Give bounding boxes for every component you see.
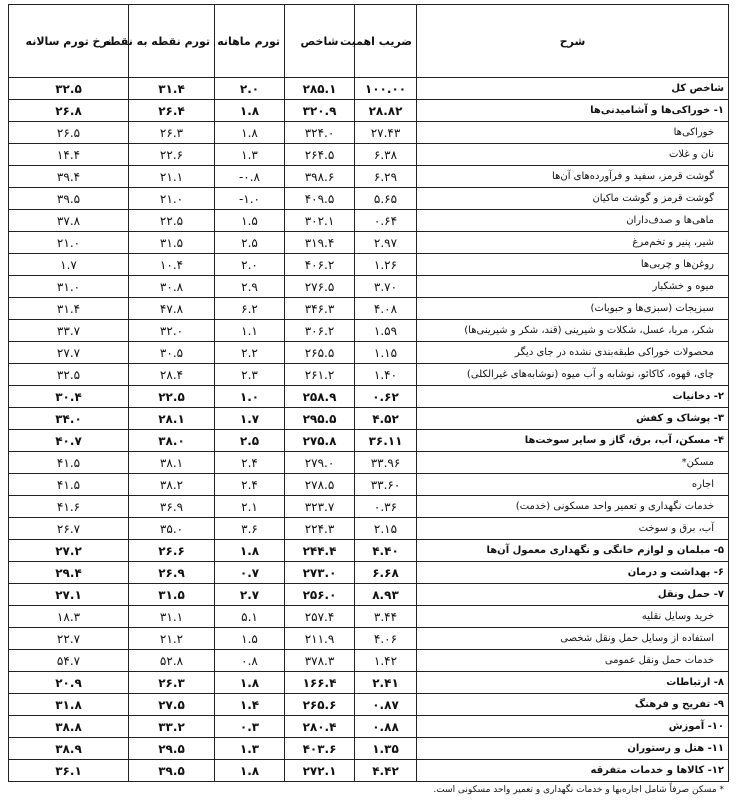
row-weight: ۵.۶۵ — [355, 188, 417, 210]
row-annual-inflation: ۲۱.۰ — [9, 232, 129, 254]
row-index: ۲۷۵.۸ — [285, 430, 355, 452]
row-description: خرید وسایل نقلیه — [417, 606, 729, 628]
row-weight: ۳.۴۴ — [355, 606, 417, 628]
row-annual-inflation: ۲۲.۷ — [9, 628, 129, 650]
row-point-inflation: ۳۵.۰ — [129, 518, 215, 540]
row-point-inflation: ۳۸.۱ — [129, 452, 215, 474]
row-description: مسکن* — [417, 452, 729, 474]
row-weight: ۱.۴۰ — [355, 364, 417, 386]
row-weight: ۳۶.۱۱ — [355, 430, 417, 452]
footnote: * مسکن صرفاً شامل اجاره‌بها و خدمات نگهداری و تعمیر واحد مسکونی است. — [433, 785, 724, 795]
table-row — [9, 210, 729, 232]
row-weight: ۲.۱۵ — [355, 518, 417, 540]
row-annual-inflation: ۳۰.۴ — [9, 386, 129, 408]
row-annual-inflation: ۳۷.۸ — [9, 210, 129, 232]
row-description: ۲- دخانیات — [417, 386, 729, 408]
row-weight: ۱.۱۵ — [355, 342, 417, 364]
row-weight: ۰.۳۶ — [355, 496, 417, 518]
row-index: ۲۹۵.۵ — [285, 408, 355, 430]
row-monthly-inflation: ۱.۵ — [215, 628, 285, 650]
row-weight: ۰.۸۷ — [355, 694, 417, 716]
table-row — [9, 760, 729, 782]
row-monthly-inflation: ۲.۵ — [215, 232, 285, 254]
row-monthly-inflation: ۲.۰ — [215, 254, 285, 276]
row-point-inflation: ۴۷.۸ — [129, 298, 215, 320]
row-annual-inflation: ۴۱.۵ — [9, 452, 129, 474]
table-row — [9, 474, 729, 496]
row-description: روغن‌ها و چربی‌ها — [417, 254, 729, 276]
table-row — [9, 518, 729, 540]
row-point-inflation: ۳۸.۰ — [129, 430, 215, 452]
row-monthly-inflation: ۱.۸ — [215, 672, 285, 694]
row-index: ۱۶۶.۴ — [285, 672, 355, 694]
row-monthly-inflation: ۲.۰ — [215, 78, 285, 100]
row-weight: ۱.۳۵ — [355, 738, 417, 760]
row-point-inflation: ۲۶.۳ — [129, 672, 215, 694]
row-index: ۴۰۶.۲ — [285, 254, 355, 276]
row-point-inflation: ۳۱.۵ — [129, 584, 215, 606]
row-point-inflation: ۱۰.۴ — [129, 254, 215, 276]
row-index: ۲۶۱.۲ — [285, 364, 355, 386]
row-description: شاخص کل — [417, 78, 729, 100]
row-point-inflation: ۲۸.۱ — [129, 408, 215, 430]
row-index: ۲۶۵.۶ — [285, 694, 355, 716]
row-weight: ۴.۵۲ — [355, 408, 417, 430]
row-index: ۲۸۵.۱ — [285, 78, 355, 100]
row-annual-inflation: ۲۷.۱ — [9, 584, 129, 606]
inflation-table — [8, 4, 729, 782]
row-monthly-inflation: ۱.۴ — [215, 694, 285, 716]
row-monthly-inflation: ۱.۸ — [215, 760, 285, 782]
table-row — [9, 254, 729, 276]
row-monthly-inflation: ۶.۲ — [215, 298, 285, 320]
row-annual-inflation: ۳۶.۱ — [9, 760, 129, 782]
row-index: ۲۶۵.۵ — [285, 342, 355, 364]
row-description: خدمات نگهداری و تعمیر واحد مسکونی (خدمت) — [417, 496, 729, 518]
row-monthly-inflation: ۱.۳ — [215, 738, 285, 760]
row-annual-inflation: ۳۹.۵ — [9, 188, 129, 210]
row-index: ۳۴۶.۳ — [285, 298, 355, 320]
table-row — [9, 496, 729, 518]
table-row — [9, 386, 729, 408]
row-monthly-inflation: ۱.۸ — [215, 122, 285, 144]
row-weight: ۳.۷۰ — [355, 276, 417, 298]
inflation-table-sheet — [8, 4, 728, 795]
row-weight: ۴.۴۰ — [355, 540, 417, 562]
row-description: محصولات خوراکی طبقه‌بندی نشده در جای دیگر — [417, 342, 729, 364]
row-annual-inflation: ۱۴.۴ — [9, 144, 129, 166]
row-weight: ۸.۹۳ — [355, 584, 417, 606]
row-point-inflation: ۳۰.۸ — [129, 276, 215, 298]
table-row — [9, 122, 729, 144]
row-description: خوراکی‌ها — [417, 122, 729, 144]
row-annual-inflation: ۳۴.۰ — [9, 408, 129, 430]
row-index: ۴۰۳.۶ — [285, 738, 355, 760]
row-monthly-inflation: ۱.۷ — [215, 408, 285, 430]
row-monthly-inflation: ۵.۱ — [215, 606, 285, 628]
row-monthly-inflation: ۱.۸ — [215, 540, 285, 562]
row-point-inflation: ۲۷.۵ — [129, 694, 215, 716]
row-monthly-inflation: ۲.۵ — [215, 430, 285, 452]
row-index: ۳۲۳.۷ — [285, 496, 355, 518]
row-index: ۲۷۹.۰ — [285, 452, 355, 474]
row-point-inflation: ۲۲.۵ — [129, 210, 215, 232]
row-annual-inflation: ۲۶.۸ — [9, 100, 129, 122]
row-description: گوشت قرمز و گوشت ماکیان — [417, 188, 729, 210]
row-weight: ۲.۴۱ — [355, 672, 417, 694]
table-row — [9, 78, 729, 100]
row-point-inflation: ۳۸.۲ — [129, 474, 215, 496]
row-monthly-inflation: -۱.۰ — [215, 188, 285, 210]
row-weight: ۶.۶۸ — [355, 562, 417, 584]
header-index: شاخص — [285, 5, 355, 78]
row-description: سبزیجات (سبزی‌ها و حبوبات) — [417, 298, 729, 320]
row-monthly-inflation: ۰.۸ — [215, 650, 285, 672]
row-monthly-inflation: ۲.۲ — [215, 342, 285, 364]
row-index: ۲۴۴.۴ — [285, 540, 355, 562]
row-annual-inflation: ۳۱.۴ — [9, 298, 129, 320]
row-description: ۶- بهداشت و درمان — [417, 562, 729, 584]
row-monthly-inflation: ۰.۷ — [215, 562, 285, 584]
row-point-inflation: ۳۱.۱ — [129, 606, 215, 628]
row-point-inflation: ۲۹.۵ — [129, 738, 215, 760]
row-description: ۴- مسکن، آب، برق، گاز و سایر سوخت‌ها — [417, 430, 729, 452]
row-annual-inflation: ۲۷.۲ — [9, 540, 129, 562]
row-annual-inflation: ۲۰.۹ — [9, 672, 129, 694]
row-annual-inflation: ۳۸.۸ — [9, 716, 129, 738]
row-point-inflation: ۲۲.۶ — [129, 144, 215, 166]
table-row — [9, 298, 729, 320]
row-description: ۱۱- هتل و رستوران — [417, 738, 729, 760]
row-description: چای، قهوه، کاکائو، نوشابه و آب میوه (نوشابه‌های غیرالکلی) — [417, 364, 729, 386]
table-row — [9, 716, 729, 738]
row-weight: ۶.۳۸ — [355, 144, 417, 166]
row-annual-inflation: ۵۴.۷ — [9, 650, 129, 672]
row-point-inflation: ۳۲.۰ — [129, 320, 215, 342]
row-index: ۳۲۰.۹ — [285, 100, 355, 122]
row-weight: ۳۳.۶۰ — [355, 474, 417, 496]
row-index: ۲۲۴.۳ — [285, 518, 355, 540]
row-point-inflation: ۲۶.۳ — [129, 122, 215, 144]
row-weight: ۰.۸۸ — [355, 716, 417, 738]
row-description: اجاره — [417, 474, 729, 496]
row-annual-inflation: ۲۶.۷ — [9, 518, 129, 540]
row-weight: ۲۷.۴۳ — [355, 122, 417, 144]
row-annual-inflation: ۲۹.۴ — [9, 562, 129, 584]
table-row — [9, 364, 729, 386]
row-description: استفاده از وسایل حمل ونقل شخصی — [417, 628, 729, 650]
row-monthly-inflation: ۰.۳ — [215, 716, 285, 738]
row-description: ۹- تفریح و فرهنگ — [417, 694, 729, 716]
row-index: ۴۰۹.۵ — [285, 188, 355, 210]
row-annual-inflation: ۳۹.۴ — [9, 166, 129, 188]
row-weight: ۲۸.۸۲ — [355, 100, 417, 122]
row-point-inflation: ۳۶.۹ — [129, 496, 215, 518]
table-row — [9, 232, 729, 254]
table-row — [9, 276, 729, 298]
row-annual-inflation: ۱۸.۳ — [9, 606, 129, 628]
row-description: ۱- خوراکی‌ها و آشامیدنی‌ها — [417, 100, 729, 122]
row-point-inflation: ۲۱.۱ — [129, 166, 215, 188]
row-description: ۳- پوشاک و کفش — [417, 408, 729, 430]
table-row — [9, 342, 729, 364]
row-weight: ۱.۵۹ — [355, 320, 417, 342]
row-point-inflation: ۲۶.۹ — [129, 562, 215, 584]
row-weight: ۴.۰۸ — [355, 298, 417, 320]
row-annual-inflation: ۳۲.۵ — [9, 78, 129, 100]
header-description: شرح — [417, 5, 729, 78]
row-index: ۳۲۴.۰ — [285, 122, 355, 144]
header-annual-inflation: نرخ تورم سالانه — [9, 5, 129, 78]
table-row — [9, 606, 729, 628]
row-index: ۲۱۱.۹ — [285, 628, 355, 650]
header-monthly-inflation: تورم ماهانه — [215, 5, 285, 78]
row-annual-inflation: ۱.۷ — [9, 254, 129, 276]
row-annual-inflation: ۲۷.۷ — [9, 342, 129, 364]
table-row — [9, 430, 729, 452]
row-point-inflation: ۵۲.۸ — [129, 650, 215, 672]
row-monthly-inflation: ۱.۳ — [215, 144, 285, 166]
row-monthly-inflation: ۱.۱ — [215, 320, 285, 342]
row-monthly-inflation: ۲.۷ — [215, 584, 285, 606]
row-index: ۲۵۸.۹ — [285, 386, 355, 408]
table-row — [9, 540, 729, 562]
row-point-inflation: ۲۶.۶ — [129, 540, 215, 562]
row-description: گوشت قرمز، سفید و فرآورده‌های آن‌ها — [417, 166, 729, 188]
row-description: آب، برق و سوخت — [417, 518, 729, 540]
table-row — [9, 320, 729, 342]
row-annual-inflation: ۴۱.۶ — [9, 496, 129, 518]
row-point-inflation: ۳۱.۴ — [129, 78, 215, 100]
row-monthly-inflation: ۲.۴ — [215, 452, 285, 474]
row-weight: ۴.۰۶ — [355, 628, 417, 650]
row-index: ۲۸۰.۴ — [285, 716, 355, 738]
row-index: ۲۷۶.۵ — [285, 276, 355, 298]
table-row — [9, 408, 729, 430]
row-monthly-inflation: ۲.۱ — [215, 496, 285, 518]
row-annual-inflation: ۴۱.۵ — [9, 474, 129, 496]
row-index: ۲۵۶.۰ — [285, 584, 355, 606]
row-weight: ۱.۲۶ — [355, 254, 417, 276]
row-description: میوه و خشکبار — [417, 276, 729, 298]
row-description: خدمات حمل ونقل عمومی — [417, 650, 729, 672]
table-row — [9, 584, 729, 606]
row-index: ۲۷۸.۵ — [285, 474, 355, 496]
row-monthly-inflation: -۰.۸ — [215, 166, 285, 188]
row-index: ۳۷۸.۳ — [285, 650, 355, 672]
header-point-inflation: تورم نقطه به نقطه — [129, 5, 215, 78]
row-annual-inflation: ۳۸.۹ — [9, 738, 129, 760]
row-description: ۸- ارتباطات — [417, 672, 729, 694]
row-annual-inflation: ۴۰.۷ — [9, 430, 129, 452]
row-monthly-inflation: ۱.۰ — [215, 386, 285, 408]
row-point-inflation: ۲۱.۰ — [129, 188, 215, 210]
table-row — [9, 694, 729, 716]
row-point-inflation: ۳۱.۵ — [129, 232, 215, 254]
row-monthly-inflation: ۲.۴ — [215, 474, 285, 496]
row-description: ماهی‌ها و صدف‌داران — [417, 210, 729, 232]
row-weight: ۰.۶۴ — [355, 210, 417, 232]
row-weight: ۲.۹۷ — [355, 232, 417, 254]
row-weight: ۶.۲۹ — [355, 166, 417, 188]
row-point-inflation: ۳۰.۵ — [129, 342, 215, 364]
row-weight: ۱۰۰.۰۰ — [355, 78, 417, 100]
row-monthly-inflation: ۱.۵ — [215, 210, 285, 232]
table-header-row — [9, 5, 729, 78]
row-index: ۲۶۴.۵ — [285, 144, 355, 166]
row-point-inflation: ۲۱.۲ — [129, 628, 215, 650]
row-description: ۷- حمل ونقل — [417, 584, 729, 606]
row-description: ۱۲- کالاها و خدمات متفرقه — [417, 760, 729, 782]
table-body — [9, 78, 729, 782]
row-description: ۵- مبلمان و لوازم خانگی و نگهداری معمول آن‌ها — [417, 540, 729, 562]
row-annual-inflation: ۳۱.۰ — [9, 276, 129, 298]
row-annual-inflation: ۲۶.۵ — [9, 122, 129, 144]
row-point-inflation: ۲۲.۵ — [129, 386, 215, 408]
table-row — [9, 144, 729, 166]
table-row — [9, 100, 729, 122]
row-index: ۲۷۳.۰ — [285, 562, 355, 584]
row-weight: ۱.۴۲ — [355, 650, 417, 672]
row-point-inflation: ۳۳.۲ — [129, 716, 215, 738]
row-index: ۳۹۸.۶ — [285, 166, 355, 188]
row-monthly-inflation: ۳.۶ — [215, 518, 285, 540]
row-monthly-inflation: ۱.۸ — [215, 100, 285, 122]
table-row — [9, 650, 729, 672]
table-row — [9, 562, 729, 584]
row-description: شکر، مربا، عسل، شکلات و شیرینی (قند، شکر و شیرینی‌ها) — [417, 320, 729, 342]
table-row — [9, 452, 729, 474]
row-index: ۳۱۹.۴ — [285, 232, 355, 254]
row-point-inflation: ۳۹.۵ — [129, 760, 215, 782]
row-index: ۲۵۷.۴ — [285, 606, 355, 628]
table-row — [9, 628, 729, 650]
row-description: ۱۰- آموزش — [417, 716, 729, 738]
row-index: ۲۷۲.۱ — [285, 760, 355, 782]
row-description: نان و غلات — [417, 144, 729, 166]
row-index: ۳۰۶.۲ — [285, 320, 355, 342]
row-weight: ۴.۴۲ — [355, 760, 417, 782]
table-row — [9, 672, 729, 694]
row-weight: ۳۳.۹۶ — [355, 452, 417, 474]
row-weight: ۰.۶۲ — [355, 386, 417, 408]
row-point-inflation: ۲۸.۴ — [129, 364, 215, 386]
row-description: شیر، پنیر و تخم‌مرغ — [417, 232, 729, 254]
table-row — [9, 188, 729, 210]
row-annual-inflation: ۳۱.۸ — [9, 694, 129, 716]
row-index: ۳۰۲.۱ — [285, 210, 355, 232]
row-annual-inflation: ۳۲.۵ — [9, 364, 129, 386]
header-weight: ضریب اهمیت — [355, 5, 417, 78]
row-point-inflation: ۲۶.۴ — [129, 100, 215, 122]
table-row — [9, 166, 729, 188]
row-monthly-inflation: ۲.۹ — [215, 276, 285, 298]
row-annual-inflation: ۳۳.۷ — [9, 320, 129, 342]
table-row — [9, 738, 729, 760]
row-monthly-inflation: ۲.۳ — [215, 364, 285, 386]
